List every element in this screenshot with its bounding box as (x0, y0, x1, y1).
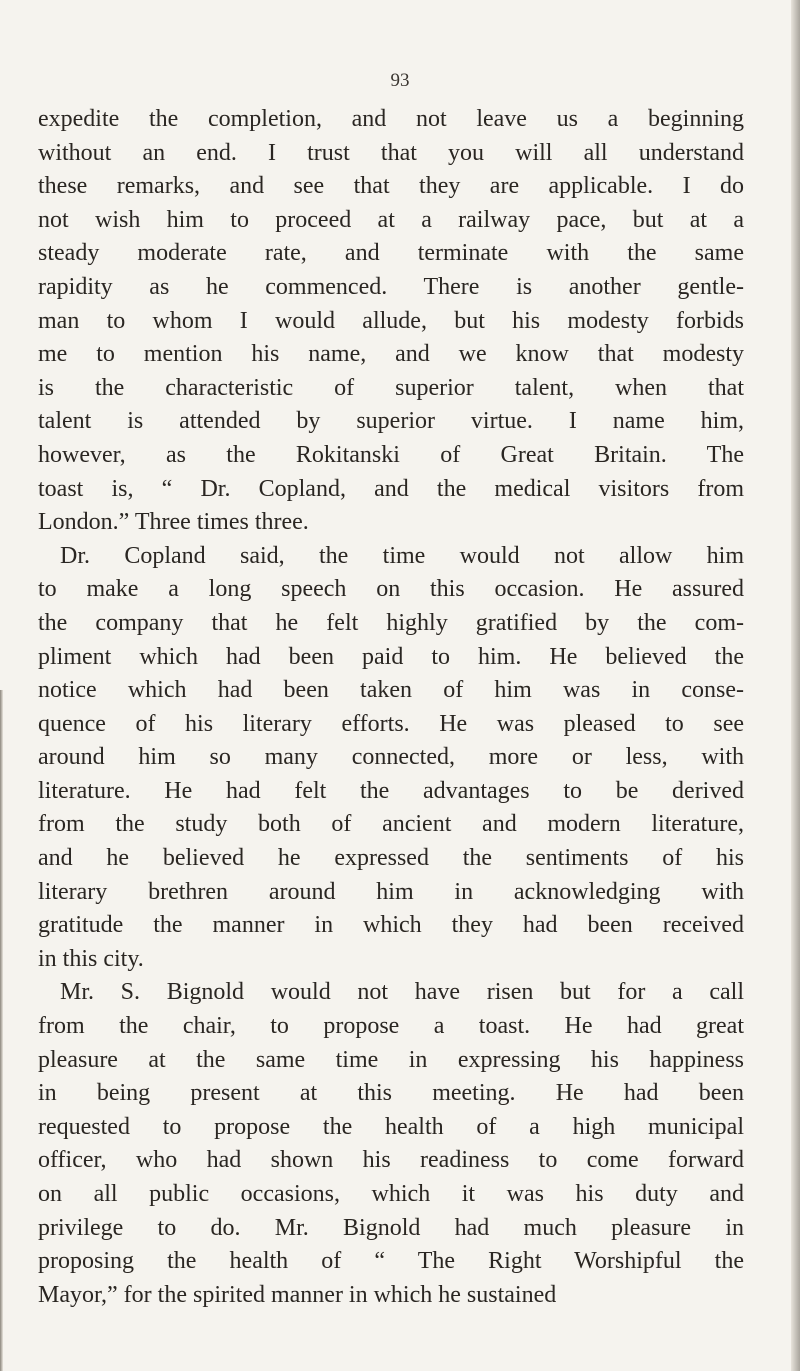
page-gutter-shadow (0, 690, 3, 1371)
text-line: man to whom I would allude, but his modesty forbids (38, 307, 744, 334)
text-line: is the characteristic of superior talent, when that (38, 374, 744, 401)
text-line: Mayor,” for the spirited manner in which he sustained (38, 1281, 557, 1308)
text-line: gratitude the manner in which they had been received (38, 912, 744, 939)
text-line: literary brethren around him in acknowledging with (38, 878, 744, 905)
text-line: quence of his literary efforts. He was pleased to see (38, 710, 744, 737)
page-number: 93 (390, 70, 410, 91)
text-line: pliment which had been paid to him. He believed the (38, 643, 744, 670)
text-line: pleasure at the same time in expressing his happiness (38, 1046, 744, 1073)
text-line: in being present at this meeting. He had been (38, 1080, 744, 1107)
text-line: Mr. S. Bignold would not have risen but for a call (60, 979, 744, 1006)
text-line: in this city. (38, 945, 144, 972)
text-line: not wish him to proceed at a railway pace, but at a (38, 206, 744, 233)
text-line: officer, who had shown his readiness to come forward (38, 1147, 744, 1174)
text-line: without an end. I trust that you will all understand (38, 139, 744, 166)
text-line: notice which had been taken of him was in conse- (38, 677, 744, 704)
body-text (38, 103, 744, 1312)
text-line: Dr. Copland said, the time would not allow him (60, 542, 744, 569)
text-line: proposing the health of “ The Right Worshipful the (38, 1248, 744, 1275)
text-line: these remarks, and see that they are applicable. I do (38, 173, 744, 200)
text-line: however, as the Rokitanski of Great Britain. The (38, 441, 744, 468)
text-line: London.” Three times three. (38, 509, 309, 536)
text-line: around him so many connected, more or less, with (38, 744, 744, 771)
text-line: steady moderate rate, and terminate with the same (38, 240, 744, 267)
text-line: on all public occasions, which it was his duty and (38, 1181, 744, 1207)
text-line: rapidity as he commenced. There is another gentle- (38, 273, 744, 300)
page-edge-shadow (791, 0, 800, 1371)
text-line: from the chair, to propose a toast. He had great (38, 1013, 744, 1040)
text-line: me to mention his name, and we know that modesty (38, 341, 744, 368)
text-line: from the study both of ancient and modern literature, (38, 811, 744, 838)
text-line: requested to propose the health of a high municipal (38, 1113, 744, 1140)
text-line: to make a long speech on this occasion. He assured (38, 576, 744, 603)
text-line: privilege to do. Mr. Bignold had much pleasure in (38, 1214, 744, 1241)
text-line: expedite the completion, and not leave us a beginning (38, 106, 744, 132)
text-line: literature. He had felt the advantages to be derived (38, 777, 744, 804)
text-line: the company that he felt highly gratified by the com- (38, 609, 744, 636)
text-line: talent is attended by superior virtue. I name him, (38, 408, 744, 435)
text-line: toast is, “ Dr. Copland, and the medical visitors from (38, 475, 744, 502)
text-line: and he believed he expressed the sentiments of his (38, 845, 744, 872)
